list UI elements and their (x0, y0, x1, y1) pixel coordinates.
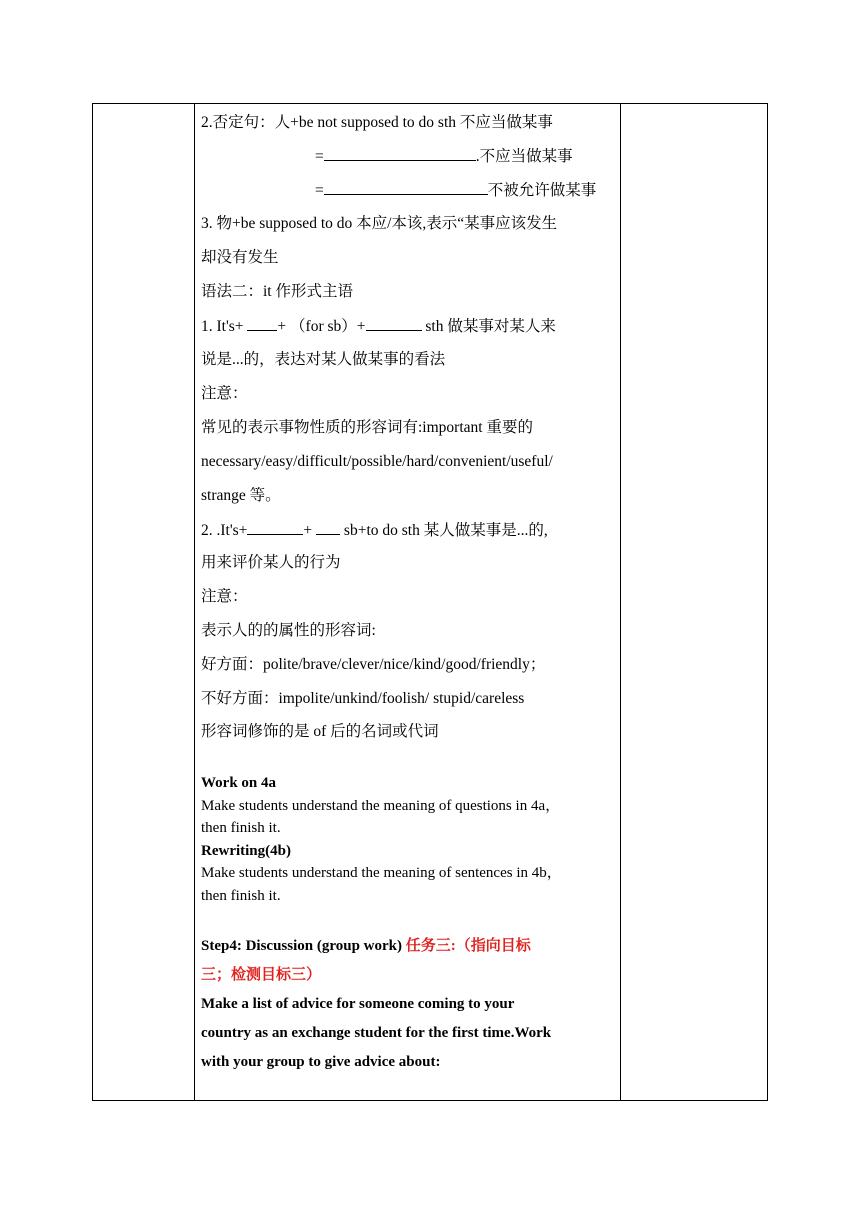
text-line: 注意： (201, 385, 248, 402)
column-divider-right (620, 104, 621, 1100)
section-heading: Work on 4a (201, 775, 277, 791)
text-line: 形容词修饰的是 of 后的名词或代词 (201, 723, 439, 740)
text-line: 不好方面：impolite/unkind/foolish/ stupid/careless (201, 690, 525, 707)
text-line: 1. It's+ + （for sb）+ sth 做某事对某人来 (201, 318, 556, 335)
text-line: 注意： (201, 588, 248, 605)
text-line: 2.否定句：人+be not supposed to do sth 不应当做某事 (201, 114, 553, 131)
section-heading: Rewriting(4b) (201, 843, 291, 859)
fill-blank (324, 180, 488, 195)
text-line: Make a list of advice for someone coming to your (201, 996, 515, 1012)
text-line: 用来评价某人的行为 (201, 554, 341, 571)
text-line: = .不应当做某事 (315, 148, 573, 165)
text-line: 说是...的，表达对某人做某事的看法 (201, 351, 446, 368)
fill-blank (247, 520, 303, 535)
task-label: 三；检测目标三） (201, 967, 322, 983)
text-line: Make students understand the meaning of sentences in 4b， (201, 865, 562, 881)
column-divider-left (194, 104, 195, 1100)
fill-blank (324, 146, 476, 161)
fill-blank (247, 316, 277, 331)
text-line: 表示人的的属性的形容词: (201, 622, 376, 639)
fill-blank (366, 316, 422, 331)
text-line: then finish it. (201, 820, 281, 836)
text-line: 好方面：polite/brave/clever/nice/kind/good/friendly； (201, 656, 546, 673)
text-line: 常见的表示事物性质的形容词有:important 重要的 (201, 419, 533, 436)
text-line: necessary/easy/difficult/possible/hard/convenient/useful/ (201, 453, 553, 470)
text-line: 3. 物+be supposed to do 本应/本该,表示“某事应该发生 (201, 215, 558, 232)
text-line: 却没有发生 (201, 249, 279, 266)
text-line: then finish it. (201, 888, 281, 904)
text-line: country as an exchange student for the first time.Work (201, 1025, 552, 1041)
lesson-table (92, 103, 768, 1101)
step-heading: Step4: Discussion (group work) 任务三:（指向目标 (201, 938, 531, 954)
text-line: 语法二：it 作形式主语 (201, 283, 353, 300)
task-label: 任务三:（指向目标 (405, 938, 531, 954)
fill-blank (316, 520, 340, 535)
text-line: Make students understand the meaning of questions in 4a， (201, 798, 561, 814)
text-line: = 不被允许做某事 (315, 182, 597, 199)
text-line: 2. .It's+ + sb+to do sth 某人做某事是...的, (201, 522, 548, 539)
text-line: strange 等。 (201, 487, 281, 504)
text-line: with your group to give advice about: (201, 1054, 441, 1070)
